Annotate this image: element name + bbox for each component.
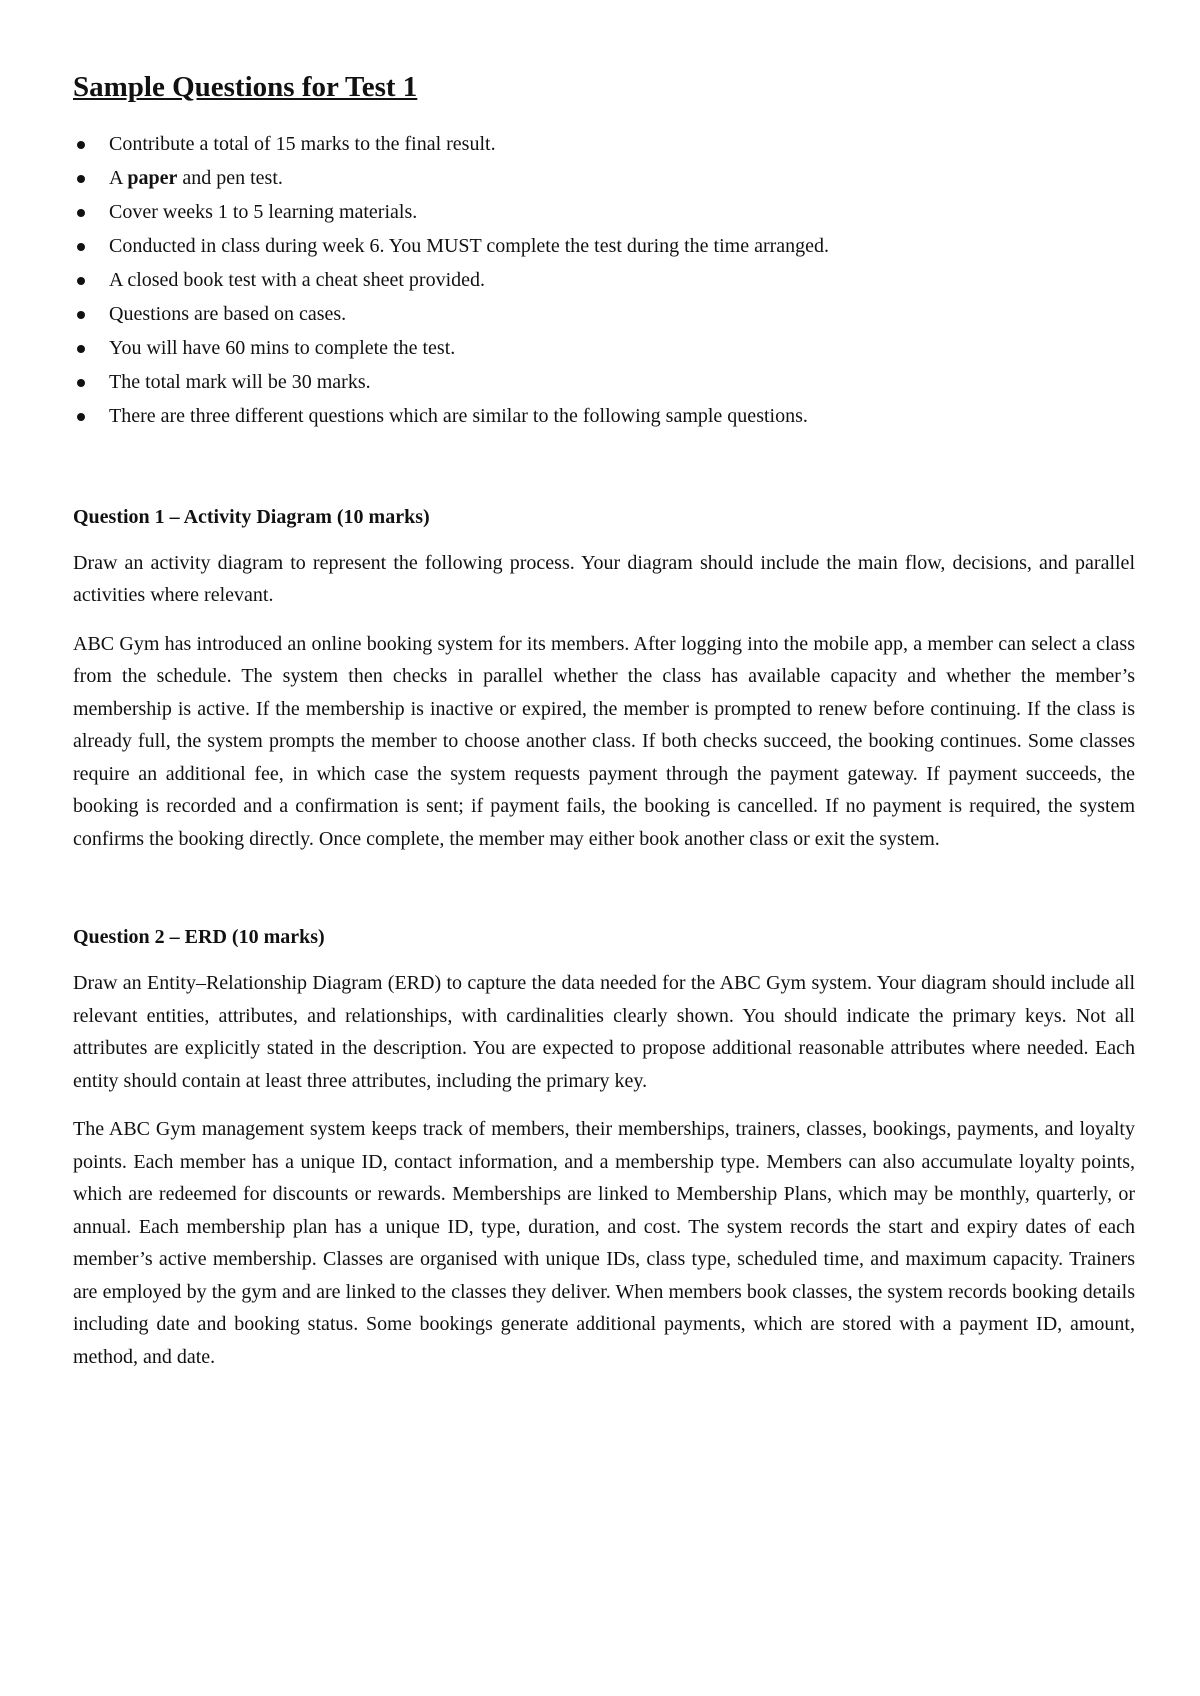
question-2-section — [73, 923, 1135, 1373]
bullet-item: You will have 60 mins to complete the test. — [73, 331, 1135, 365]
bullet-dot-icon — [77, 311, 85, 319]
question-2-heading: Question 2 – ERD (10 marks) — [73, 926, 325, 949]
question-1-heading: Question 1 – Activity Diagram (10 marks) — [73, 505, 430, 528]
document-title: Sample Questions for Test 1 — [73, 71, 418, 103]
bullet-item: Questions are based on cases. — [73, 297, 1135, 331]
bullet-item: Contribute a total of 15 marks to the final result. — [73, 127, 1135, 161]
document-page — [73, 70, 1135, 1373]
question-1-case: ABC Gym has introduced an online booking system for its members. After logging into the mobile app, a member can select a class from the schedule. The system then checks in parallel whether the class has available capacity and whether the member’s membership is active. If the membership is inactive or expired, the member is prompted to renew before continuing. If the class is already full, the system prompts the member to choose another class. If both checks succeed, the booking continues. Some classes require an additional fee, in which case the system requests payment through the payment gateway. If payment succeeds, the booking is recorded and a confirmation is sent; if payment fails, the booking is cancelled. If no payment is required, the system confirms the booking directly. Once complete, the member may either book another class or exit the system. — [73, 632, 1135, 850]
bullet-dot-icon — [77, 141, 85, 149]
bold-emphasis: paper — [127, 166, 178, 189]
bullet-item: Cover weeks 1 to 5 learning materials. — [73, 195, 1135, 229]
bullet-dot-icon — [77, 379, 85, 387]
bullet-item: Conducted in class during week 6. You MUST complete the test during the time arranged. — [73, 229, 1135, 263]
bullet-dot-icon — [77, 175, 85, 183]
bullet-dot-icon — [77, 413, 85, 421]
bullet-item: A closed book test with a cheat sheet provided. — [73, 263, 1135, 297]
question-1-instruction: Draw an activity diagram to represent the following process. Your diagram should include the main flow, decisions, and parallel activities where relevant. — [73, 551, 1135, 607]
bullet-dot-icon — [77, 277, 85, 285]
bullet-item: A paper and pen test. — [73, 161, 1135, 195]
bullet-item: The total mark will be 30 marks. — [73, 365, 1135, 399]
bullet-item: There are three different questions which are similar to the following sample questions. — [73, 399, 1135, 433]
question-2-instruction: Draw an Entity–Relationship Diagram (ERD) to capture the data needed for the ABC Gym system. Your diagram should include all relevant entities, attributes, and relationships, with cardinalities clearly shown. You should indicate the primary keys. Not all attributes are explicitly stated in the description. You are expected to propose additional reasonable attributes where needed. Each entity should contain at least three attributes, including the primary key. — [73, 972, 1135, 1092]
bullet-dot-icon — [77, 209, 85, 217]
test-info-list — [73, 127, 1135, 433]
bullet-dot-icon — [77, 243, 85, 251]
question-2-case: The ABC Gym management system keeps track of members, their memberships, trainers, classes, bookings, payments, and loyalty points. Each member has a unique ID, contact information, and a membership type. Members can also accumulate loyalty points, which are redeemed for discounts or rewards. Memberships are linked to Membership Plans, which may be monthly, quarterly, or annual. Each membership plan has a unique ID, type, duration, and cost. The system records the start and expiry dates of each member’s active membership. Classes are organised with unique IDs, class type, scheduled time, and maximum capacity. Trainers are employed by the gym and are linked to the classes they deliver. When members book classes, the system records booking details including date and booking status. Some bookings generate additional payments, which are stored with a payment ID, amount, method, and date. — [73, 1118, 1135, 1368]
bullet-dot-icon — [77, 345, 85, 353]
question-1-section — [73, 503, 1135, 856]
